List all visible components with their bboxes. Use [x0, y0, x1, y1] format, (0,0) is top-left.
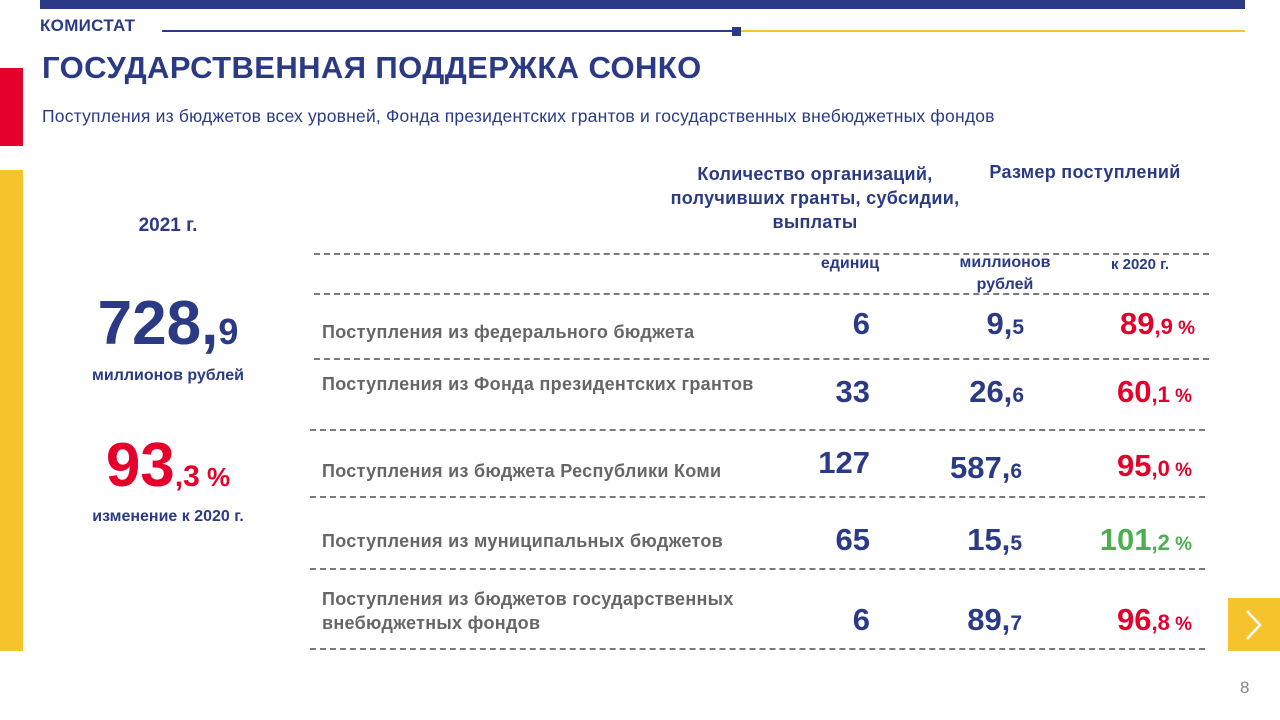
top-bar: [40, 0, 1245, 9]
row-funds-amount-frac: 7: [1010, 612, 1022, 635]
row-grants-pct-sign: %: [1169, 386, 1192, 407]
row-municipal-pct-sign: %: [1169, 534, 1192, 555]
header-amount: Размер поступлений: [989, 162, 1181, 182]
row-grants-pct-int: 60: [1116, 374, 1152, 409]
page-number: 8: [1240, 678, 1250, 697]
row-funds-amount: [862, 602, 1022, 638]
row-municipal-amount-int: 15,: [967, 522, 1011, 557]
row-grants-amount-frac: 6: [1012, 384, 1024, 407]
row-municipal-pct-int: 101: [1099, 522, 1152, 557]
row-federal-amount-int: 9,: [986, 306, 1013, 341]
row-republic-pct-int: 95: [1116, 448, 1152, 483]
row-republic-pct-frac: ,0: [1151, 456, 1170, 481]
row-federal-pct-sign: %: [1172, 318, 1195, 339]
brand-label: КОМИСТАТ: [40, 16, 136, 35]
row-republic-label: Поступления из бюджета Республики Коми: [322, 461, 722, 481]
row-federal-count: 6: [852, 306, 870, 341]
row-republic-amount: [862, 450, 1022, 486]
row-republic-count: 127: [818, 445, 870, 480]
total-unit: миллионов рублей: [92, 367, 244, 384]
row-municipal-pct: [1012, 522, 1192, 558]
row-funds-count: 6: [852, 602, 870, 637]
row-republic-amount-frac: 6: [1010, 460, 1022, 483]
divider: [310, 429, 1205, 431]
total-value-frac: 9: [218, 311, 239, 352]
row-federal-amount: [864, 306, 1024, 342]
side-accent-red: [0, 68, 23, 146]
divider: [314, 253, 1209, 255]
subheader-units: единиц: [820, 255, 880, 272]
change-label: изменение к 2020 г.: [92, 508, 244, 525]
row-federal-pct: [1015, 306, 1195, 342]
change-value: [68, 430, 268, 501]
row-grants-pct-frac: ,1: [1151, 382, 1170, 407]
row-funds-pct-sign: %: [1169, 614, 1192, 635]
row-funds-pct: [1012, 602, 1192, 638]
total-value: [68, 288, 268, 359]
divider: [314, 358, 1209, 360]
subheader-million-rubles: миллионов рублей: [959, 254, 1051, 293]
change-value-frac: ,3: [174, 460, 200, 493]
row-funds-amount-int: 89,: [967, 602, 1011, 637]
change-value-int: 93: [105, 431, 175, 500]
divider: [310, 648, 1205, 650]
page-subtitle: Поступления из бюджетов всех уровней, Фонда президентских грантов и государственных внебюджетных фондов: [42, 106, 995, 126]
total-value-int: 728,: [97, 289, 219, 358]
row-grants-label: Поступления из Фонда президентских грантов: [322, 374, 754, 394]
row-funds-label: Поступления из бюджетов государственных внебюджетных фондов: [322, 589, 734, 633]
header-divider-yellow: [741, 30, 1245, 32]
header-divider-marker: [732, 27, 741, 36]
row-municipal-label: Поступления из муниципальных бюджетов: [322, 531, 724, 551]
row-grants-amount-int: 26,: [969, 374, 1013, 409]
row-federal-pct-frac: ,9: [1154, 314, 1173, 339]
row-federal-pct-int: 89: [1119, 306, 1155, 341]
row-municipal-count: 65: [835, 522, 870, 557]
divider: [310, 496, 1205, 498]
row-municipal-pct-frac: ,2: [1151, 530, 1170, 555]
row-republic-amount-int: 587,: [949, 450, 1011, 485]
subheader-vs-2020: к 2020 г.: [1110, 256, 1170, 273]
chevron-right-icon: [1243, 608, 1265, 642]
row-grants-amount: [864, 374, 1024, 410]
row-federal-label: Поступления из федерального бюджета: [322, 322, 695, 342]
header-divider-blue: [162, 30, 735, 32]
divider: [310, 568, 1205, 570]
row-municipal-amount-frac: 5: [1010, 532, 1022, 555]
row-republic-pct: [1012, 448, 1192, 484]
row-republic-pct-sign: %: [1169, 460, 1192, 481]
next-slide-button[interactable]: [1228, 598, 1280, 651]
row-grants-count: 33: [835, 374, 870, 409]
change-value-pct: %: [199, 462, 231, 492]
page-title: ГОСУДАРСТВЕННАЯ ПОДДЕРЖКА СОНКО: [42, 50, 702, 85]
divider: [314, 293, 1209, 295]
row-funds-pct-frac: ,8: [1151, 610, 1170, 635]
row-municipal-amount: [862, 522, 1022, 558]
row-federal-amount-frac: 5: [1012, 316, 1024, 339]
year-label: 2021 г.: [138, 215, 198, 236]
row-funds-pct-int: 96: [1116, 602, 1152, 637]
side-accent-yellow: [0, 170, 23, 651]
header-count: Количество организаций, получивших гранты, субсидии, выплаты: [670, 164, 960, 232]
row-grants-pct: [1012, 374, 1192, 410]
